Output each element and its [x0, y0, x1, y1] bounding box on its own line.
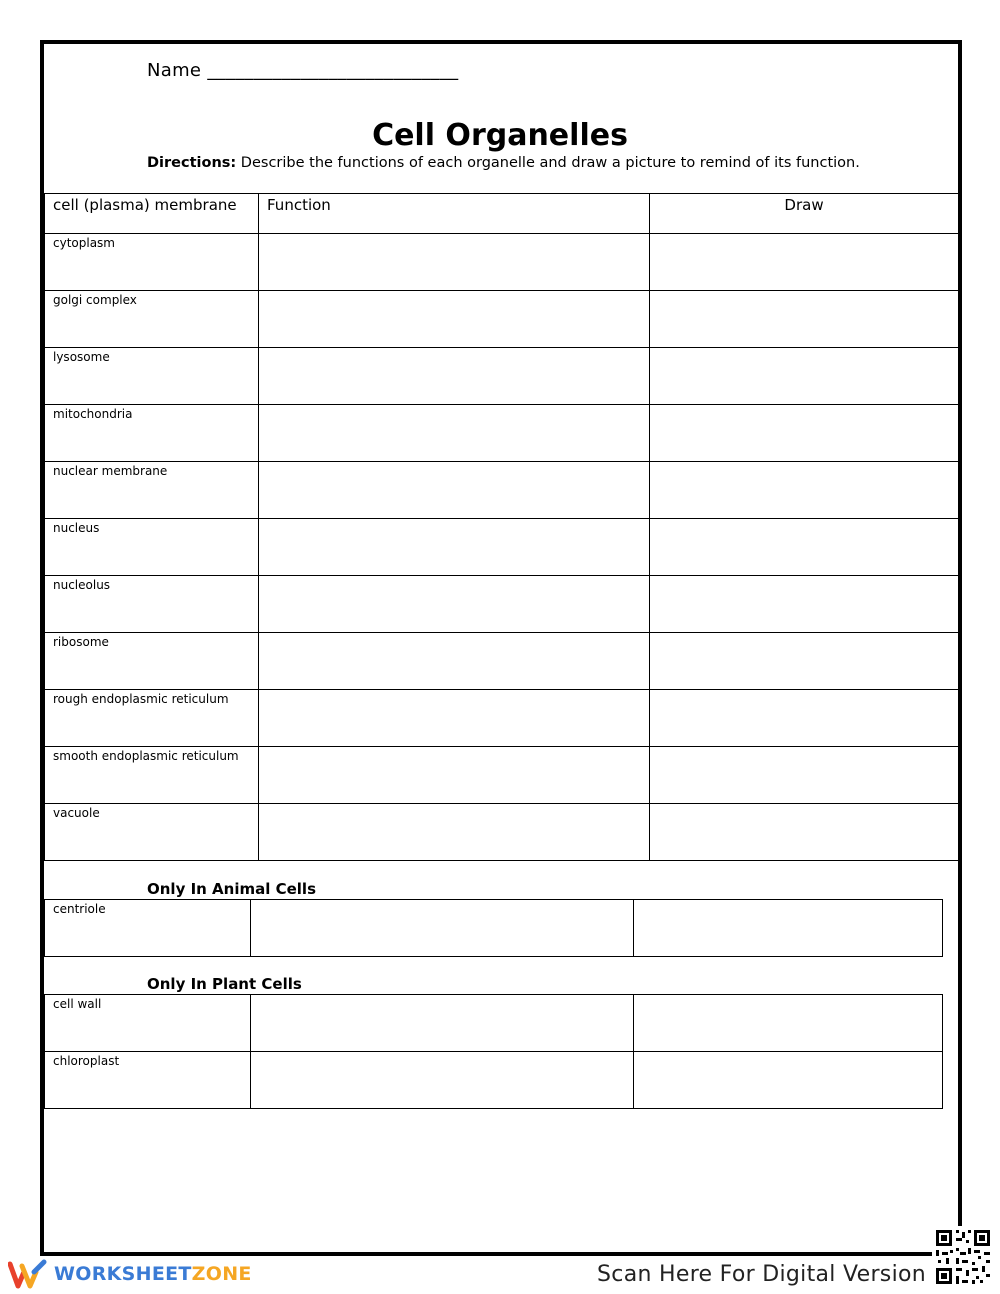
function-cell[interactable]: [259, 519, 650, 576]
table-row: [45, 576, 959, 633]
table-row: [45, 1052, 943, 1109]
draw-cell[interactable]: [650, 690, 959, 747]
function-cell[interactable]: [259, 234, 650, 291]
plant-table: [44, 994, 943, 1109]
organelle-label: cytoplasm: [53, 236, 115, 250]
table-row: [45, 900, 943, 957]
draw-cell[interactable]: [650, 405, 959, 462]
draw-cell[interactable]: [634, 900, 943, 957]
function-cell[interactable]: [259, 576, 650, 633]
function-cell[interactable]: [259, 747, 650, 804]
organelle-label: nuclear membrane: [53, 464, 168, 478]
draw-cell[interactable]: [650, 348, 959, 405]
draw-cell[interactable]: [634, 1052, 943, 1109]
draw-cell[interactable]: [650, 633, 959, 690]
organelle-label: rough endoplasmic reticulum: [53, 692, 229, 706]
organelle-label: golgi complex: [53, 293, 137, 307]
function-cell[interactable]: [251, 995, 634, 1052]
header-cell-draw: Draw: [650, 194, 959, 234]
worksheet-zone-logo[interactable]: [8, 1258, 252, 1290]
table-row: [45, 995, 943, 1052]
table-row: [45, 234, 959, 291]
draw-cell[interactable]: [650, 234, 959, 291]
logo-w-icon: [8, 1258, 48, 1290]
header-cell-organelle: cell (plasma) membrane: [45, 194, 259, 234]
organelle-label: cell wall: [53, 997, 102, 1011]
name-field[interactable]: Name ___________________________: [147, 60, 459, 81]
directions-label: Directions:: [147, 155, 237, 171]
qr-code-icon[interactable]: [932, 1226, 994, 1288]
draw-cell[interactable]: [650, 291, 959, 348]
header-cell-function: Function: [259, 194, 650, 234]
function-cell[interactable]: [259, 291, 650, 348]
organelle-label: chloroplast: [53, 1054, 120, 1068]
table-row: [45, 633, 959, 690]
table-header-row: [45, 194, 959, 234]
function-cell[interactable]: [251, 1052, 634, 1109]
organelle-label: nucleolus: [53, 578, 111, 592]
logo-text: WORKSHEETZONE: [54, 1263, 252, 1285]
plant-section-title: Only In Plant Cells: [147, 975, 302, 993]
function-cell[interactable]: [259, 633, 650, 690]
organelle-label: vacuole: [53, 806, 100, 820]
organelle-label: lysosome: [53, 350, 110, 364]
draw-cell[interactable]: [650, 462, 959, 519]
function-cell[interactable]: [251, 900, 634, 957]
function-cell[interactable]: [259, 462, 650, 519]
draw-cell[interactable]: [634, 995, 943, 1052]
directions: [147, 155, 860, 171]
organelle-label: nucleus: [53, 521, 100, 535]
table-row: [45, 462, 959, 519]
organelle-label: mitochondria: [53, 407, 133, 421]
draw-cell[interactable]: [650, 804, 959, 861]
organelle-label: smooth endoplasmic reticulum: [53, 749, 239, 763]
table-row: [45, 348, 959, 405]
table-row: [45, 405, 959, 462]
table-row: [45, 291, 959, 348]
table-row: [45, 804, 959, 861]
organelle-table: [44, 193, 959, 861]
organelle-label: ribosome: [53, 635, 109, 649]
draw-cell[interactable]: [650, 576, 959, 633]
animal-table: [44, 899, 943, 957]
page-title: Cell Organelles: [372, 118, 628, 153]
table-row: [45, 690, 959, 747]
function-cell[interactable]: [259, 804, 650, 861]
table-row: [45, 747, 959, 804]
animal-section-title: Only In Animal Cells: [147, 880, 316, 898]
directions-text: Describe the functions of each organelle and draw a picture to remind of its function.: [236, 155, 860, 171]
function-cell[interactable]: [259, 690, 650, 747]
draw-cell[interactable]: [650, 519, 959, 576]
organelle-label: centriole: [53, 902, 106, 916]
draw-cell[interactable]: [650, 747, 959, 804]
function-cell[interactable]: [259, 405, 650, 462]
function-cell[interactable]: [259, 348, 650, 405]
scan-caption: Scan Here For Digital Version: [597, 1262, 926, 1287]
table-row: [45, 519, 959, 576]
